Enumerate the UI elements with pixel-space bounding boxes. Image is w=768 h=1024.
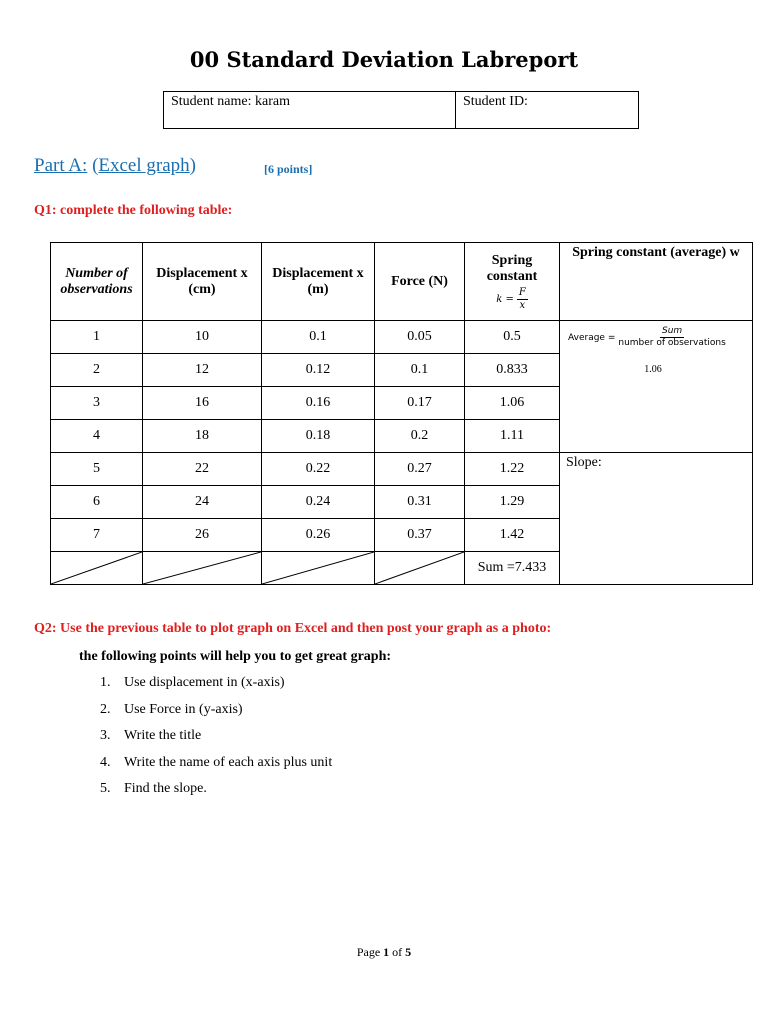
- list-item-text: Use Force in (y-axis): [124, 701, 243, 717]
- footer-of: of: [392, 945, 403, 959]
- part-a-open-paren: (: [92, 155, 99, 176]
- list-item-text: Use displacement in (x-axis): [124, 675, 285, 690]
- part-a-heading: [34, 155, 196, 177]
- average-denominator: number of observations: [618, 338, 726, 348]
- slope-cell: Slope:: [560, 453, 753, 585]
- footer-total-pages: 5: [405, 945, 412, 959]
- cell-spring-constant: 1.29: [465, 486, 560, 519]
- footer-page-number: 1: [383, 945, 390, 959]
- cell-displacement-cm: 16: [143, 387, 262, 420]
- crossed-out-cell: [143, 552, 262, 585]
- cell-displacement-m: 0.18: [262, 420, 375, 453]
- header-displacement-m: Displacement x (m): [262, 243, 375, 321]
- crossed-out-cell: [262, 552, 375, 585]
- average-numerator: Sum: [662, 326, 683, 336]
- part-a-points: [6 points]: [264, 162, 313, 176]
- cell-spring-constant: 0.5: [465, 321, 560, 354]
- header-average: Spring constant (average) w: [560, 243, 753, 321]
- part-a-label: Part A:: [34, 155, 88, 176]
- crossed-out-cell: [51, 552, 143, 585]
- cell-spring-constant: 0.833: [465, 354, 560, 387]
- list-item-number: 4.: [100, 754, 111, 770]
- k-formula: [496, 288, 528, 311]
- cell-displacement-cm: 24: [143, 486, 262, 519]
- average-formula: [568, 321, 752, 348]
- instructions-intro: the following points will help you to get great graph:: [79, 649, 392, 664]
- cell-observation: 6: [51, 486, 143, 519]
- cell-displacement-m: 0.24: [262, 486, 375, 519]
- list-item-number: 3.: [100, 728, 111, 743]
- list-item-text: Find the slope.: [124, 781, 207, 796]
- cell-force: 0.05: [375, 321, 465, 354]
- cell-displacement-m: 0.1: [262, 321, 375, 354]
- cell-observation: 7: [51, 519, 143, 552]
- cell-displacement-m: 0.22: [262, 453, 375, 486]
- header-observations: Number of observations: [51, 243, 143, 321]
- student-id-field[interactable]: Student ID:: [463, 94, 528, 109]
- list-item-number: 1.: [100, 675, 111, 690]
- part-a-close-paren: ): [189, 155, 196, 176]
- cell-force: 0.2: [375, 420, 465, 453]
- student-name-field[interactable]: Student name: karam: [164, 92, 456, 128]
- cell-force: 0.27: [375, 453, 465, 486]
- list-item: [90, 675, 332, 702]
- question-1: Q1: complete the following table:: [34, 203, 233, 218]
- list-item: [90, 755, 332, 782]
- cell-observation: 4: [51, 420, 143, 453]
- sum-cell: Sum =7.433: [465, 552, 560, 585]
- crossed-out-cell: [375, 552, 465, 585]
- table-row: [51, 321, 753, 354]
- footer-prefix: Page: [356, 945, 381, 959]
- cell-displacement-cm: 10: [143, 321, 262, 354]
- cell-observation: 1: [51, 321, 143, 354]
- instruction-list: [90, 675, 332, 808]
- cell-displacement-m: 0.16: [262, 387, 375, 420]
- cell-observation: 2: [51, 354, 143, 387]
- list-item-text: Write the title: [124, 728, 202, 743]
- header-force: Force (N): [375, 243, 465, 321]
- list-item-number: 5.: [100, 781, 111, 796]
- list-item: [90, 781, 332, 808]
- header-spring-constant: [465, 243, 560, 321]
- cell-displacement-cm: 12: [143, 354, 262, 387]
- list-item: [90, 728, 332, 755]
- part-a-topic: Excel graph: [98, 155, 190, 176]
- cell-displacement-cm: 18: [143, 420, 262, 453]
- cell-spring-constant: 1.06: [465, 387, 560, 420]
- list-item: [90, 702, 332, 729]
- k-formula-numerator: F: [518, 286, 526, 298]
- page-footer: [0, 945, 768, 960]
- cell-observation: 3: [51, 387, 143, 420]
- cell-force: 0.17: [375, 387, 465, 420]
- spring-data-table: [50, 242, 753, 585]
- cell-spring-constant: 1.11: [465, 420, 560, 453]
- table-header-row: [51, 243, 753, 321]
- cell-force: 0.1: [375, 354, 465, 387]
- header-spring-label: Spring constant: [486, 252, 538, 284]
- page-title: 00 Standard Deviation Labreport: [189, 47, 579, 72]
- k-formula-lhs: k =: [496, 293, 514, 305]
- list-item-text: Write the name of each axis plus unit: [124, 754, 333, 770]
- table-row: [51, 453, 753, 486]
- cell-force: 0.37: [375, 519, 465, 552]
- cell-force: 0.31: [375, 486, 465, 519]
- list-item-number: 2.: [100, 701, 111, 717]
- cell-displacement-m: 0.12: [262, 354, 375, 387]
- cell-spring-constant: 1.42: [465, 519, 560, 552]
- cell-spring-constant: 1.22: [465, 453, 560, 486]
- average-formula-lhs: Average =: [568, 332, 616, 343]
- k-formula-denominator: x: [519, 299, 526, 311]
- average-cell: [560, 321, 753, 453]
- question-2: Q2: Use the previous table to plot graph on Excel and then post your graph as a photo:: [34, 621, 552, 636]
- header-displacement-cm: Displacement x (cm): [143, 243, 262, 321]
- cell-observation: 5: [51, 453, 143, 486]
- cell-displacement-cm: 26: [143, 519, 262, 552]
- student-info-box: [163, 91, 639, 129]
- cell-displacement-cm: 22: [143, 453, 262, 486]
- average-value: 1.06: [644, 364, 662, 375]
- cell-displacement-m: 0.26: [262, 519, 375, 552]
